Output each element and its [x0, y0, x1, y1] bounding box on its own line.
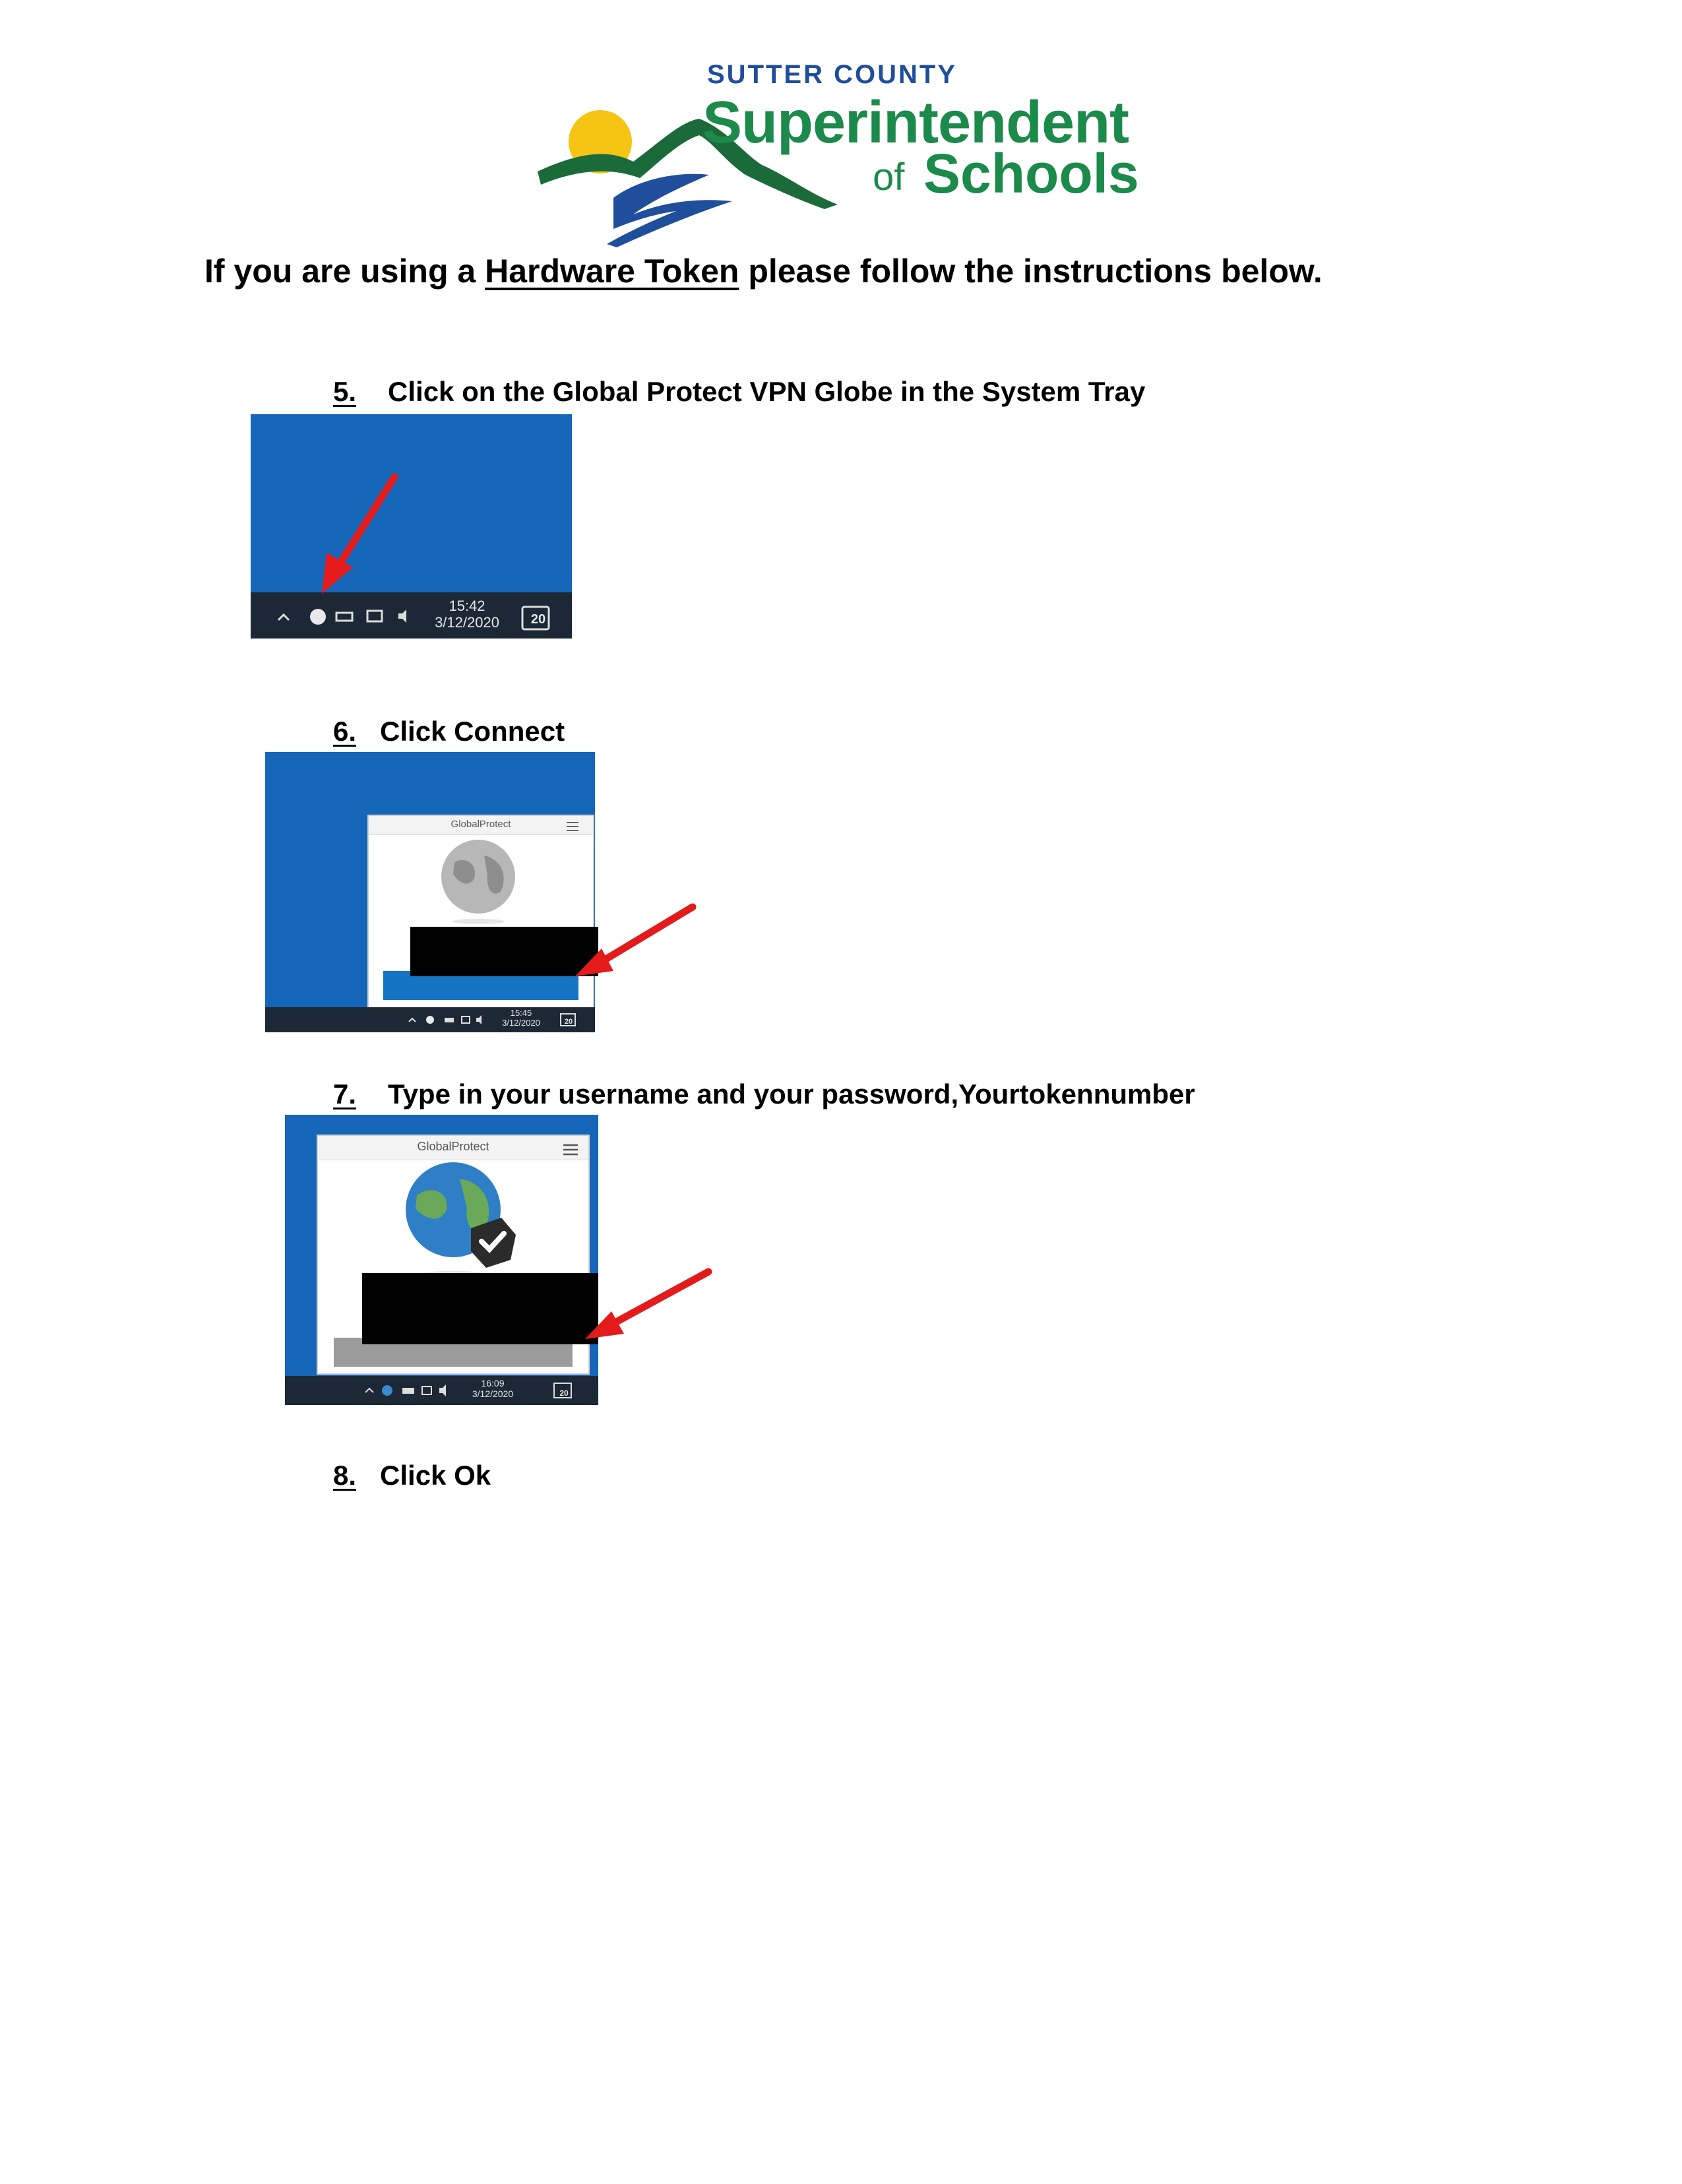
- red-arrow: [285, 1115, 747, 1405]
- heading-hardware-token: Hardware Token: [485, 253, 739, 290]
- app-title: GlobalProtect: [417, 1140, 489, 1153]
- heading-prefix: If you are using a: [204, 253, 485, 290]
- logo-schools: Schools: [923, 142, 1139, 204]
- notification-count: 20: [559, 1388, 569, 1398]
- step-text: Click on the Global Protect VPN Globe in the System Tray: [388, 376, 1146, 407]
- taskbar-date: 3/12/2020: [502, 1017, 540, 1028]
- logo-county: SUTTER COUNTY: [707, 60, 957, 89]
- page-heading: [204, 252, 1323, 290]
- screenshot-system-tray: [251, 414, 572, 639]
- taskbar-date: 3/12/2020: [472, 1388, 514, 1400]
- step-number: 5.: [333, 376, 357, 407]
- notification-count: 20: [564, 1018, 573, 1026]
- step-number: 7.: [333, 1078, 357, 1109]
- red-arrow: [251, 414, 572, 639]
- heading-suffix: please follow the instructions below.: [739, 253, 1323, 290]
- taskbar-time: 15:45: [510, 1008, 532, 1018]
- logo-of: of: [873, 156, 905, 199]
- taskbar-time: 16:09: [481, 1378, 505, 1388]
- step-number: 6.: [333, 716, 357, 747]
- step-text: Click Ok: [380, 1460, 491, 1491]
- taskbar-time: 15:42: [449, 598, 485, 614]
- screenshot-connect: [265, 752, 595, 1032]
- step-text: Click Connect: [380, 716, 565, 747]
- step-8: [333, 1460, 491, 1491]
- logo: [534, 56, 1139, 247]
- app-title: GlobalProtect: [451, 819, 511, 830]
- notification-count: 20: [530, 612, 546, 627]
- step-text: Type in your username and your password,Yourtokennumber: [388, 1078, 1195, 1109]
- step-5: [333, 376, 1145, 408]
- logo-superintendent: Superintendent: [702, 90, 1129, 156]
- step-6: [333, 716, 565, 747]
- screenshot-login: [285, 1115, 602, 1405]
- step-number: 8.: [333, 1460, 357, 1491]
- red-arrow: [265, 752, 727, 1032]
- step-7: [333, 1078, 1195, 1110]
- taskbar-date: 3/12/2020: [435, 614, 499, 631]
